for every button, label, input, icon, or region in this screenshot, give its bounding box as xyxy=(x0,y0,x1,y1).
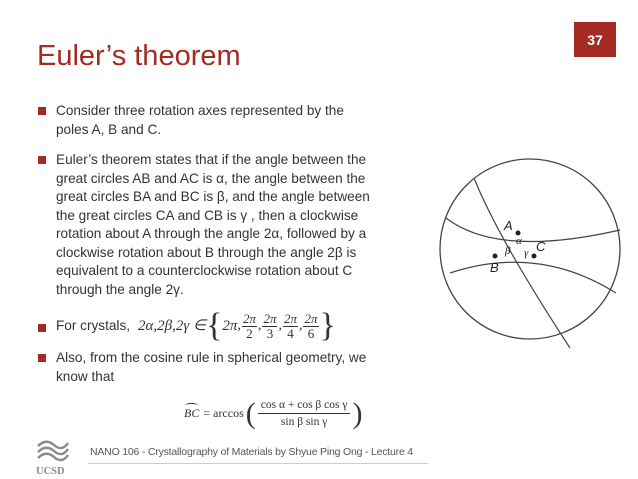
bullet-item-poles xyxy=(37,102,429,139)
formula-fraction xyxy=(303,312,318,341)
slide-title: Euler’s theorem xyxy=(37,40,241,72)
bullet-text-line: equivalent to a counterclockwise rotation about C xyxy=(56,263,353,278)
fraction-numerator: 2π xyxy=(263,310,277,326)
fraction-denominator: 2 xyxy=(246,325,253,341)
fraction-denominator: 6 xyxy=(307,325,315,341)
formula-comma: , xyxy=(298,317,303,333)
great-circle-a xyxy=(474,178,570,348)
logo-wave xyxy=(38,442,68,448)
pole-c-label: C xyxy=(536,239,546,254)
logo-wordmark: UCSD xyxy=(36,466,65,476)
angle-gamma-label: γ xyxy=(524,247,529,259)
great-circle-b xyxy=(446,218,620,242)
bullet-text-line: Euler’s theorem states that if the angle between the xyxy=(56,152,367,167)
pole-a-label: A xyxy=(504,218,513,233)
bullet-marker-icon xyxy=(38,354,46,362)
sphere-outline xyxy=(440,159,620,339)
cosine-rule-formula xyxy=(184,398,364,429)
fraction-numerator: cos α + cos β cos γ xyxy=(258,398,351,414)
cosine-rule-fraction xyxy=(258,398,351,429)
great-circle-c xyxy=(450,262,616,293)
bullet-item-cosine-rule xyxy=(37,349,429,386)
bullet-text-line: clockwise rotation about B through the angle 2β is xyxy=(56,244,357,260)
bullet-marker-icon xyxy=(38,107,46,115)
bullet-item-crystals xyxy=(37,307,429,344)
footer-divider xyxy=(88,463,428,464)
bullet-text-line: through the angle 2γ. xyxy=(56,281,184,297)
formula-lhs: 2α,2β,2γ ∈ xyxy=(138,317,207,334)
bullet-text-line: great circles BA and BC is β, and the angle between xyxy=(56,189,370,204)
bullet-text-line: the great circles CA and CB is γ , then a clockwise xyxy=(56,207,359,223)
bullet-text-line: rotation about A through the angle 2α, followed by a xyxy=(56,226,367,241)
pole-b-label: B xyxy=(490,260,499,275)
angle-alpha-label: α xyxy=(516,235,522,247)
left-brace-icon: { xyxy=(206,307,223,344)
bullet-list xyxy=(37,102,429,398)
formula-fraction xyxy=(242,312,257,341)
formula-fraction xyxy=(262,312,277,341)
sphere-diagram xyxy=(438,148,624,350)
bullet-marker-icon xyxy=(38,156,46,164)
angle-beta-label: β xyxy=(505,245,511,257)
bullet-text-line: poles A, B and C. xyxy=(56,121,162,137)
pole-c-point xyxy=(532,254,537,259)
fraction-numerator: 2π xyxy=(304,310,318,326)
left-paren-icon: ( xyxy=(245,396,256,430)
bullet-text-line: great circles AB and AC is α, the angle between the xyxy=(56,170,366,186)
fraction-denominator: sin β sin γ xyxy=(280,416,328,428)
fraction-numerator: 2π xyxy=(242,310,256,326)
bullet-item-euler-statement xyxy=(37,151,429,299)
right-paren-icon: ) xyxy=(352,396,363,430)
bullet-text-line: Consider three rotation axes represented by the xyxy=(56,103,344,118)
formula-comma: , xyxy=(237,317,241,333)
fraction-denominator: 3 xyxy=(266,325,274,341)
bullet-marker-icon xyxy=(38,324,46,332)
bullet-text-line: know that xyxy=(56,368,115,384)
bullet-text-line: For crystals, xyxy=(56,317,131,333)
ucsd-logo xyxy=(34,436,72,476)
right-brace-icon: } xyxy=(319,307,336,344)
arccos-label: = arccos xyxy=(203,406,244,420)
pole-b-point xyxy=(493,254,498,259)
formula-first-term: 2π xyxy=(222,317,238,334)
footer-caption: NANO 106 - Crystallography of Materials by Shyue Ping Ong - Lecture 4 xyxy=(90,446,413,458)
fraction-denominator: 4 xyxy=(287,325,294,341)
formula-comma: , xyxy=(278,317,282,333)
formula-comma: , xyxy=(257,317,262,333)
formula-fraction xyxy=(283,312,298,341)
crystal-angle-set xyxy=(138,307,336,344)
crystal-formula xyxy=(56,307,429,344)
fraction-numerator: 2π xyxy=(283,310,297,326)
bullet-text-line: Also, from the cosine rule in spherical geometry, we xyxy=(56,350,367,365)
arc-bc-symbol: BC xyxy=(184,406,200,420)
page-number-badge: 37 xyxy=(574,22,616,57)
